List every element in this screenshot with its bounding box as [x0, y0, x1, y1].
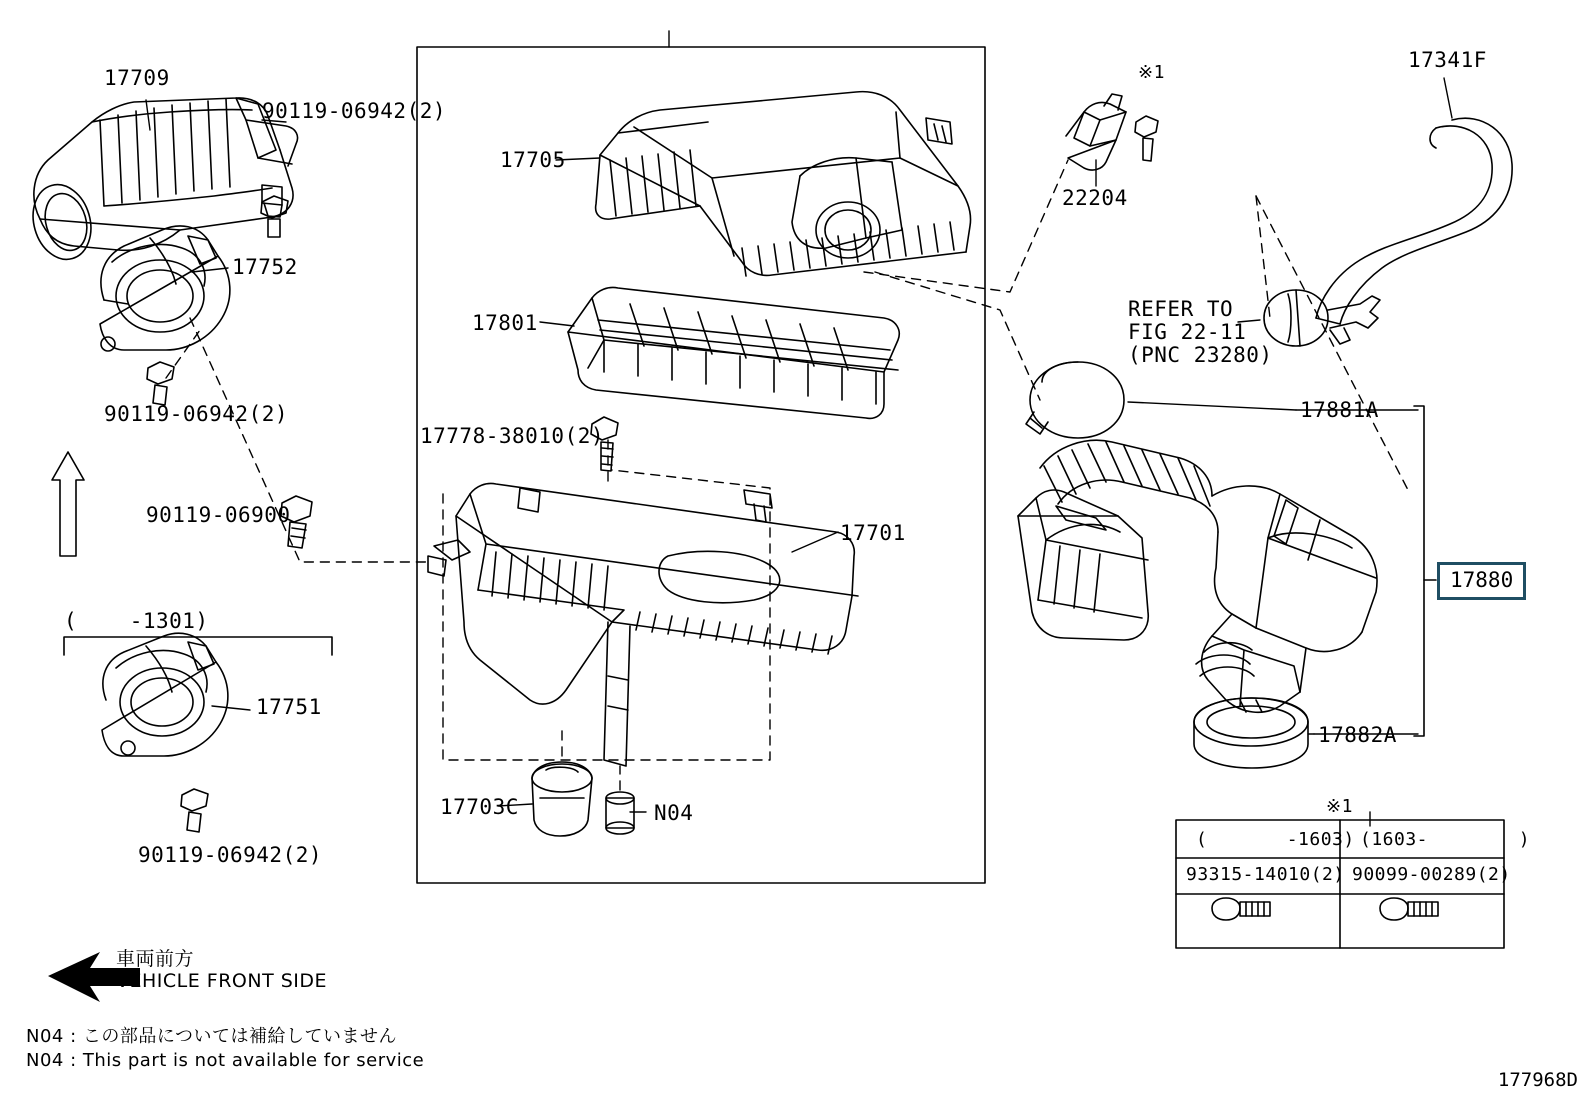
label-90119-06942-mid: 90119-06942(2) — [104, 402, 289, 426]
label-22204: 22204 — [1062, 186, 1128, 210]
diagram-code: 177968D — [1497, 1069, 1578, 1091]
part-17341F — [1316, 118, 1512, 324]
part-17801 — [568, 287, 899, 418]
label-17751: 17751 — [256, 695, 322, 719]
label-17752: 17752 — [232, 255, 298, 279]
note-table-col1: ( -1603) — [1196, 829, 1355, 850]
label-17751-range: ( -1301) — [64, 609, 209, 633]
part-17880 — [1018, 440, 1377, 712]
up-arrow — [52, 452, 84, 556]
part-22204 — [1066, 94, 1126, 170]
group-box-17700 — [417, 47, 985, 883]
label-17703C: 17703C — [440, 795, 519, 819]
note-table-col2: (1603- ) — [1360, 829, 1531, 850]
part-17882A — [1194, 698, 1308, 768]
label-N04: N04 — [654, 801, 694, 825]
label-17801: 17801 — [472, 311, 538, 335]
label-17701: 17701 — [840, 521, 906, 545]
bracket-17880 — [1414, 406, 1436, 736]
label-17705: 17705 — [500, 148, 566, 172]
note-table-val2: 90099-00289(2) — [1352, 864, 1511, 885]
part-refer-22-11 — [1264, 290, 1380, 346]
label-17341F: 17341F — [1408, 48, 1487, 72]
refer-to-line1: REFER TO — [1128, 297, 1234, 321]
part-17709 — [25, 98, 298, 266]
footnote-en: N04 : This part is not available for service — [26, 1050, 425, 1071]
label-90119-06900: 90119-06900 — [146, 503, 291, 527]
label-90119-06942-top: 90119-06942(2) — [262, 99, 447, 123]
part-17703C — [532, 762, 592, 836]
note-table-val1: 93315-14010(2) — [1186, 864, 1345, 885]
label-90119-06942-bottom: 90119-06942(2) — [138, 843, 323, 867]
label-17880-highlight: 17880 — [1438, 563, 1525, 599]
label-17881A: 17881A — [1300, 398, 1379, 422]
part-17752 — [100, 226, 230, 351]
label-17778-38010: 17778-38010(2) — [420, 424, 605, 448]
bolt-90119-06942-bottom — [181, 789, 208, 832]
bolt-90119-06942-mid — [147, 362, 174, 405]
bolt-90119-06942-top — [261, 196, 288, 237]
label-17882A: 17882A — [1318, 723, 1397, 747]
note-table-mark: ※1 — [1326, 796, 1353, 817]
refer-to-line2: FIG 22-11 — [1128, 320, 1247, 344]
vehicle-front-jp: 車両前方 — [116, 948, 195, 970]
label-22204-mark: ※1 — [1138, 62, 1165, 83]
label-17709: 17709 — [104, 66, 170, 90]
screw-22204 — [1135, 116, 1158, 161]
part-N04 — [606, 792, 634, 834]
vehicle-front-en: VEHICLE FRONT SIDE — [116, 970, 328, 992]
part-17701 — [428, 483, 858, 766]
refer-to-line3: (PNC 23280) — [1128, 343, 1273, 367]
footnote-jp: N04 : この部品については補給していません — [26, 1026, 398, 1047]
part-17705 — [596, 92, 971, 276]
